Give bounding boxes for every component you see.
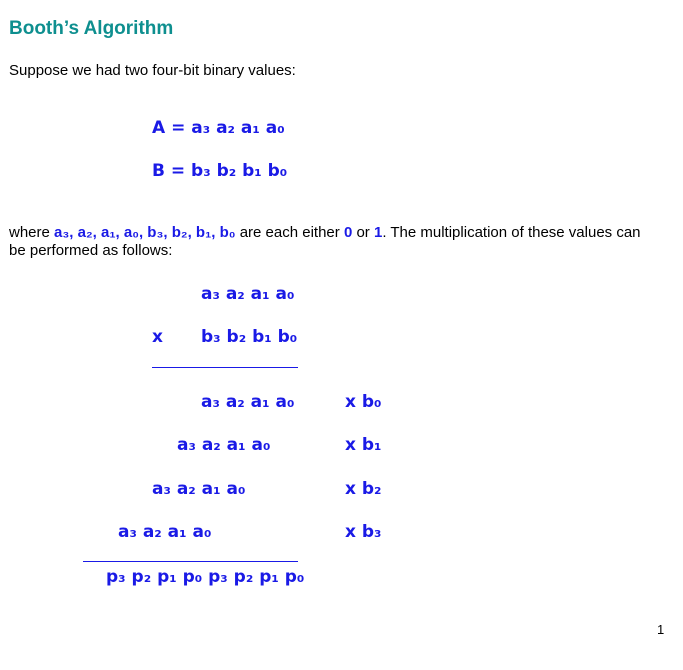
top-rule (152, 367, 298, 368)
para-text-3: or (352, 224, 374, 241)
para-variables: a₃, a₂, a₁, a₀, b₃, b₂, b₁, b₀ (54, 224, 236, 241)
partial-terms-2: a₃ a₂ a₁ a₀ (152, 479, 246, 499)
multiplier-row: b₃ b₂ b₁ b₀ (201, 327, 298, 347)
bottom-rule (83, 561, 298, 562)
page-number: 1 (657, 622, 665, 637)
para-text-2: are each either (235, 224, 344, 241)
intro-text: Suppose we had two four-bit binary values: (9, 62, 296, 79)
partial-mult-3: x b₃ (345, 522, 382, 542)
partial-mult-1: x b₁ (345, 435, 382, 455)
partial-terms-1: a₃ a₂ a₁ a₀ (177, 435, 271, 455)
definition-a: A = a₃ a₂ a₁ a₀ (152, 118, 285, 138)
multiplicand-row: a₃ a₂ a₁ a₀ (201, 284, 295, 304)
para-text-1: where (9, 224, 55, 241)
partial-terms-0: a₃ a₂ a₁ a₀ (201, 392, 295, 412)
partial-terms-3: a₃ a₂ a₁ a₀ (118, 522, 212, 542)
slide-title: Booth’s Algorithm (9, 18, 174, 39)
definition-b: B = b₃ b₂ b₁ b₀ (152, 161, 288, 181)
product-row: p₃ p₂ p₁ p₀ p₃ p₂ p₁ p₀ (106, 567, 305, 587)
explanation-paragraph (9, 224, 659, 260)
multiply-sign: x (152, 327, 163, 347)
para-text-4: . The multiplication of these values can be performed as follows: (9, 224, 641, 259)
partial-mult-0: x b₀ (345, 392, 382, 412)
para-one: 1 (373, 224, 383, 241)
partial-mult-2: x b₂ (345, 479, 382, 499)
para-zero: 0 (343, 224, 353, 241)
